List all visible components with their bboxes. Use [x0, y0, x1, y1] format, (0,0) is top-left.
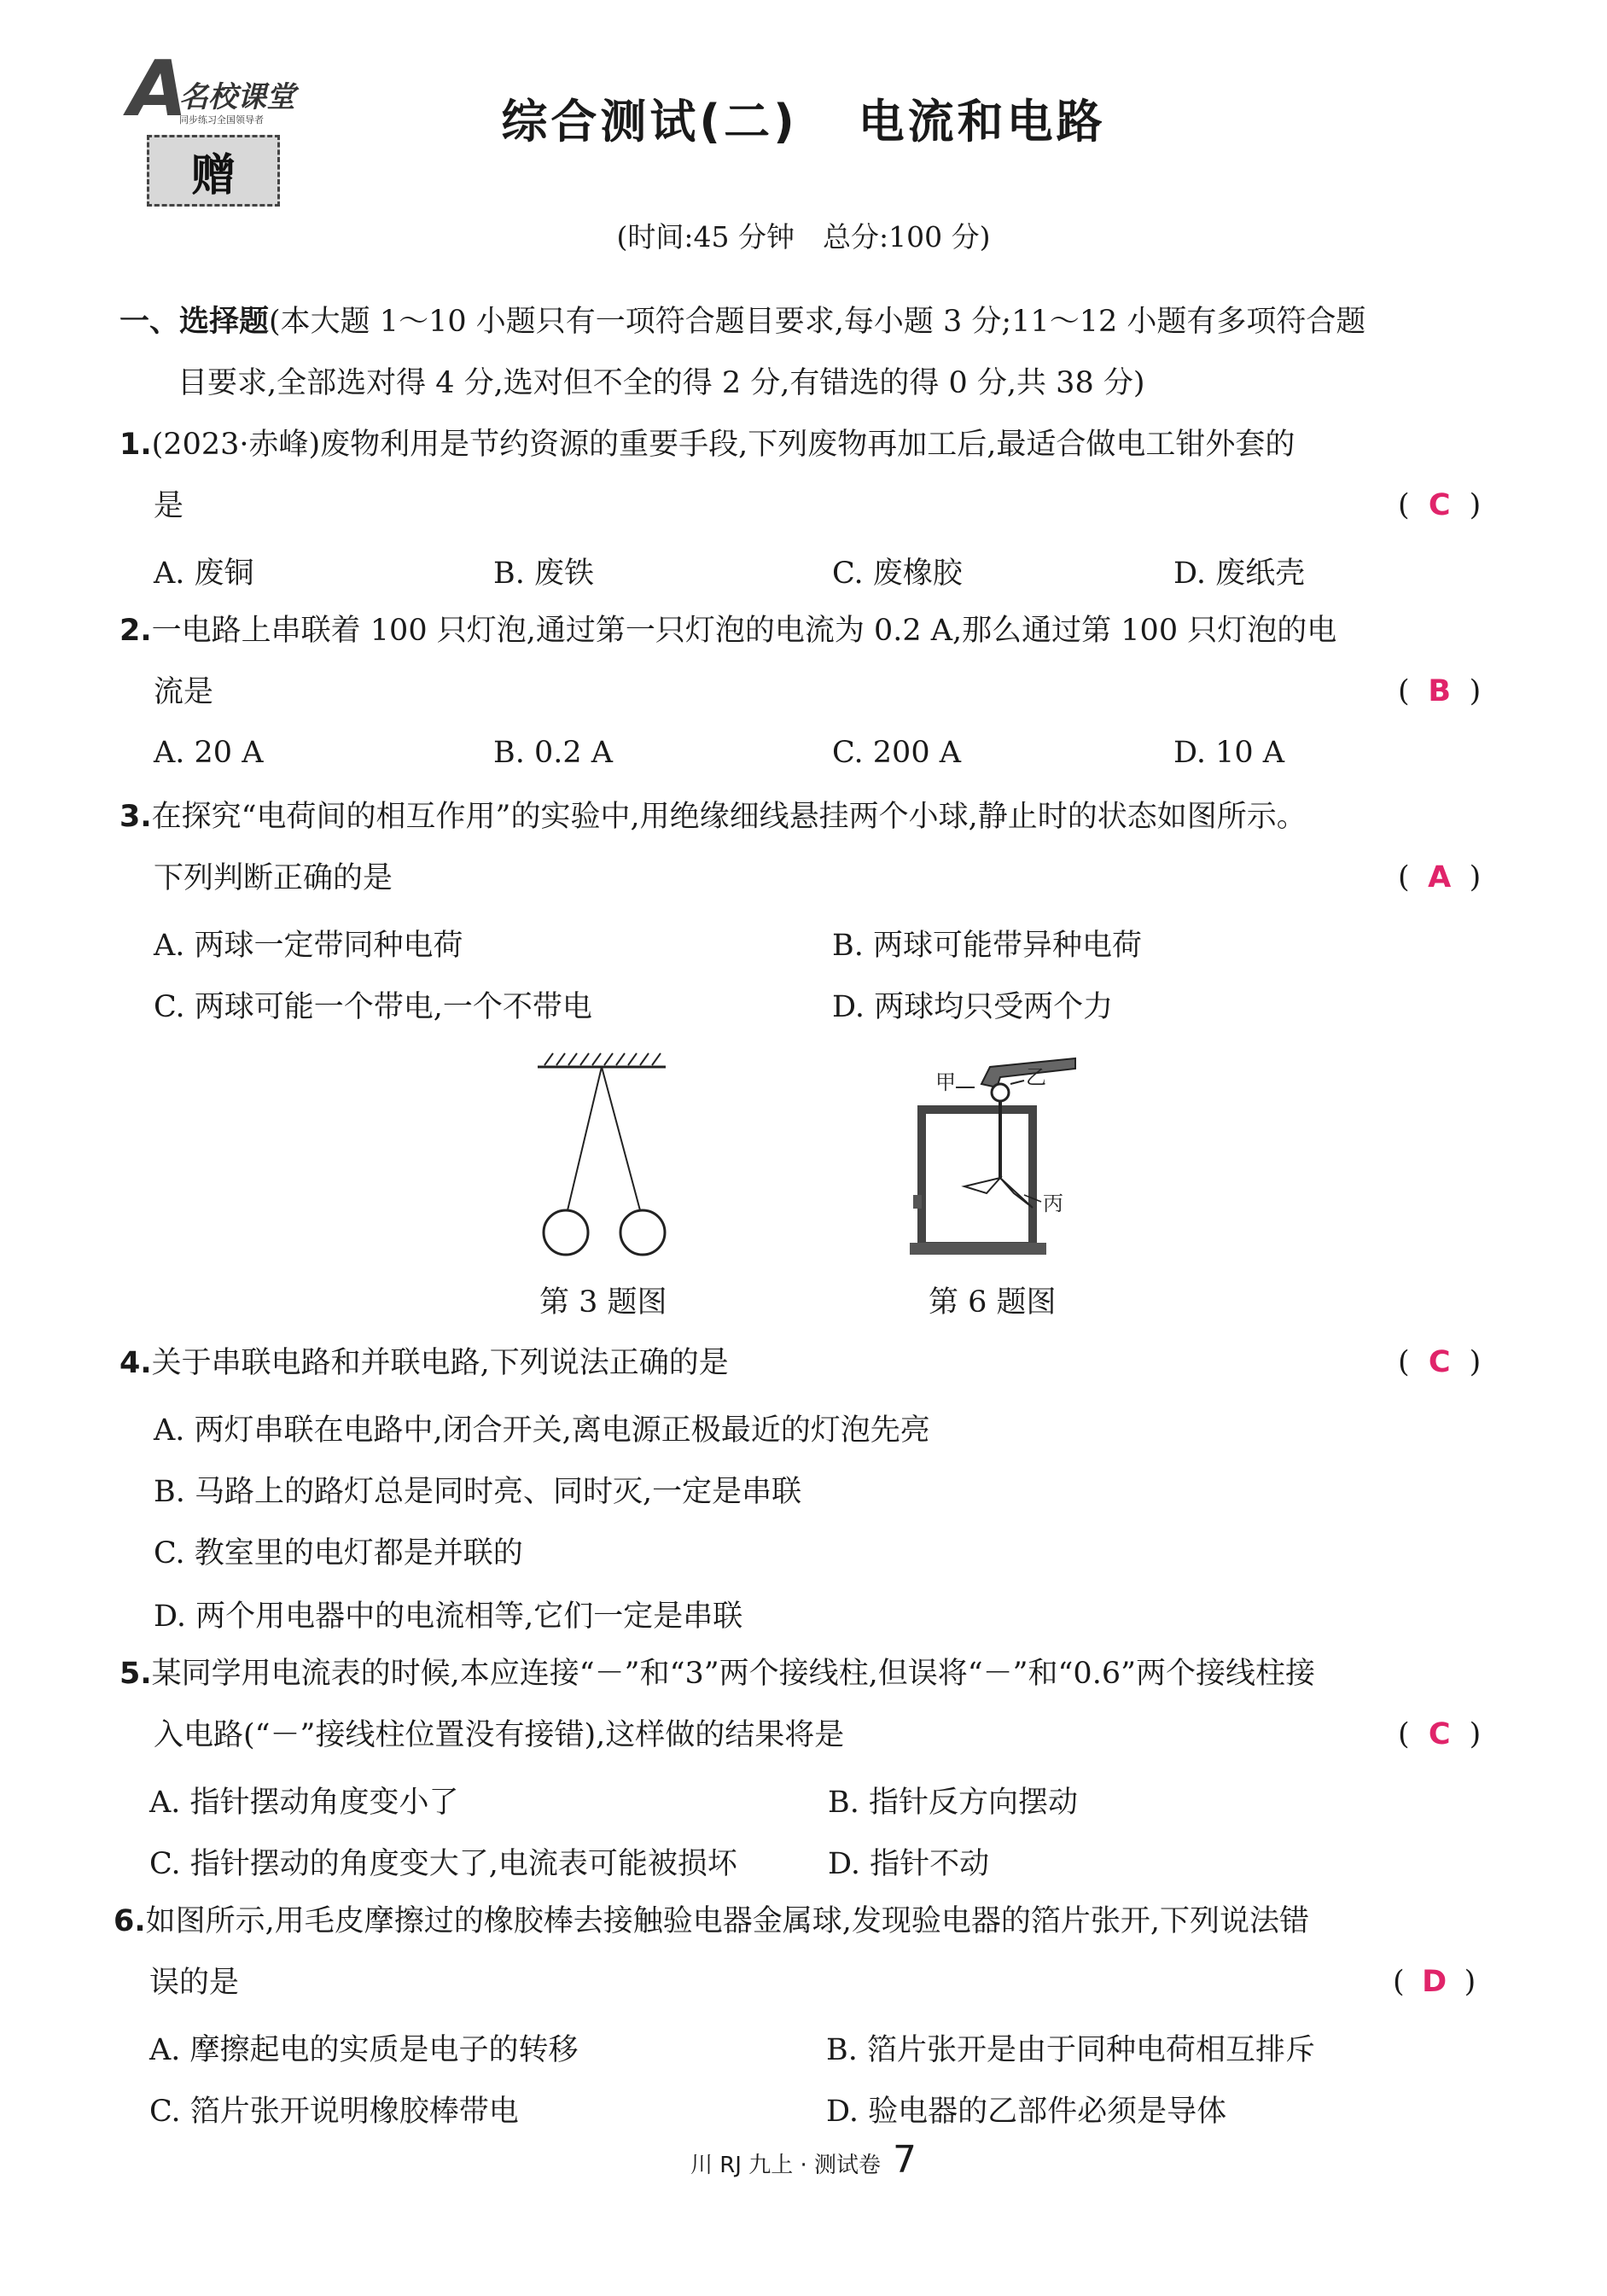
question-number: 1.	[119, 428, 152, 462]
question-text: 如图所示,用毛皮摩擦过的橡胶棒去接触验电器金属球,发现验电器的箔片张开,下列说法错	[145, 1904, 1310, 1938]
option-c: C. 教室里的电灯都是并联的	[154, 1536, 523, 1570]
gift-label: 赠	[190, 149, 236, 201]
figure-3-caption: 第 3 题图	[539, 1285, 667, 1320]
option-b: B. 指针反方向摆动	[828, 1786, 1078, 1820]
option-c: C. 废橡胶	[832, 557, 963, 591]
bracket-open: (	[1393, 1965, 1405, 1999]
bracket-close: )	[1464, 1965, 1476, 1999]
option-b: B. 0.2 A	[493, 736, 614, 770]
bracket-open: (	[1398, 1717, 1410, 1751]
page-title	[0, 85, 1607, 151]
option-c: C. 两球可能一个带电,一个不带电	[154, 990, 592, 1024]
answer-slot	[1398, 674, 1481, 708]
question-2-line2: 流是	[154, 675, 214, 709]
section-desc-line1: (本大题 1～10 小题只有一项符合题目要求,每小题 3 分;11～12 小题有多项符合题	[269, 305, 1366, 339]
question-3	[119, 799, 1307, 835]
option-a: A. 指针摆动角度变小了	[149, 1786, 459, 1820]
answer-letter: C	[1428, 488, 1451, 522]
footer-text: 川 RJ 九上 · 测试卷	[690, 2153, 882, 2178]
question-text: 一电路上串联着 100 只灯泡,通过第一只灯泡的电流为 0.2 A,那么通过第 100 只灯泡的电	[151, 614, 1337, 648]
answer-slot	[1398, 488, 1481, 522]
answer-letter: A	[1428, 860, 1452, 895]
question-1-line2: 是	[154, 489, 184, 523]
question-number: 4.	[119, 1346, 152, 1380]
question-text: 在探究“电荷间的相互作用”的实验中,用绝缘细线悬挂两个小球,静止时的状态如图所示。	[151, 800, 1307, 834]
bracket-open: (	[1398, 488, 1410, 522]
question-number: 3.	[119, 800, 152, 834]
option-a: A. 20 A	[154, 736, 264, 770]
figure-6-caption: 第 6 题图	[929, 1285, 1057, 1320]
title-topic: 电流和电路	[858, 95, 1106, 149]
bracket-close: )	[1469, 1345, 1482, 1379]
foil-left	[964, 1178, 1000, 1193]
exam-meta: (时间:45 分钟 总分:100 分)	[616, 220, 991, 253]
answer-slot	[1393, 1965, 1476, 1999]
question-2	[119, 613, 1336, 649]
bracket-close: )	[1469, 674, 1482, 708]
logo-text: 名校课堂	[179, 80, 295, 114]
bracket-open: (	[1398, 674, 1410, 708]
question-5	[119, 1656, 1315, 1692]
metal-ball	[992, 1084, 1009, 1101]
section-desc-line2: 目要求,全部选对得 4 分,选对但不全的得 2 分,有错选的得 0 分,共 38 分)	[178, 366, 1145, 400]
answer-letter: C	[1428, 1345, 1451, 1379]
question-4	[119, 1345, 729, 1381]
option-a: A. 两灯串联在电路中,闭合开关,离电源正极最近的灯泡先亮	[154, 1413, 930, 1448]
bracket-open: (	[1398, 1345, 1410, 1379]
bracket-close: )	[1469, 488, 1482, 522]
section-title: 一、选择题	[119, 305, 270, 339]
option-a: A. 摩擦起电的实质是电子的转移	[149, 2033, 579, 2067]
ball-left	[544, 1210, 588, 1255]
option-d: D. 验电器的乙部件必须是导体	[826, 2095, 1227, 2129]
option-d: D. 两球均只受两个力	[832, 990, 1114, 1024]
question-text: 关于串联电路和并联电路,下列说法正确的是	[151, 1346, 729, 1380]
question-6	[114, 1903, 1309, 1939]
answer-slot	[1398, 1345, 1481, 1379]
figure-3-diagram	[529, 1043, 683, 1256]
bracket-close: )	[1469, 860, 1482, 895]
logo-letter-a: A	[128, 44, 188, 134]
option-c: C. 200 A	[832, 736, 961, 770]
answer-letter: C	[1428, 1717, 1451, 1751]
answer-slot	[1398, 1717, 1481, 1751]
question-number: 6.	[114, 1904, 146, 1938]
figure-6-diagram	[905, 1050, 1092, 1263]
option-b: B. 马路上的路灯总是同时亮、同时灭,一定是串联	[154, 1475, 802, 1509]
label-jia: 甲	[935, 1070, 956, 1094]
answer-letter: B	[1428, 674, 1451, 708]
page-number: 7	[893, 2138, 917, 2182]
electroscope-base	[910, 1243, 1046, 1255]
question-text: 某同学用电流表的时候,本应连接“－”和“3”两个接线柱,但误将“－”和“0.6”两个接线柱接	[151, 1657, 1315, 1691]
label-bing: 丙	[1043, 1192, 1063, 1215]
logo-subtitle: 同步练习全国领导者	[179, 114, 264, 125]
label-yi: 乙	[1026, 1065, 1046, 1089]
option-d: D. 两个用电器中的电流相等,它们一定是串联	[154, 1600, 743, 1634]
answer-slot	[1398, 860, 1481, 895]
option-b: B. 两球可能带异种电荷	[832, 929, 1142, 963]
question-text: (2023·赤峰)废物利用是节约资源的重要手段,下列废物再加工后,最适合做电工钳外套的	[151, 428, 1295, 462]
question-5-line2: 入电路(“－”接线柱位置没有接错),这样做的结果将是	[154, 1718, 845, 1752]
bracket-close: )	[1469, 1717, 1482, 1751]
option-a: A. 两球一定带同种电荷	[154, 929, 463, 963]
option-a: A. 废铜	[154, 557, 254, 591]
option-d: D. 指针不动	[828, 1847, 990, 1881]
foil-right	[1000, 1178, 1033, 1208]
question-number: 2.	[119, 614, 152, 648]
question-6-line2: 误的是	[149, 1966, 240, 2000]
ball-right	[620, 1210, 665, 1255]
answer-letter: D	[1422, 1965, 1447, 1999]
option-d: D. 废纸壳	[1173, 557, 1306, 591]
question-3-line2: 下列判断正确的是	[154, 861, 393, 895]
title-test-name: 综合测试(二)	[501, 95, 798, 149]
section-heading	[119, 304, 1365, 340]
electroscope-frame	[922, 1110, 1033, 1246]
question-number: 5.	[119, 1657, 152, 1691]
option-c: C. 箔片张开说明橡胶棒带电	[149, 2095, 519, 2129]
option-b: B. 箔片张开是由于同种电荷相互排斥	[826, 2033, 1315, 2067]
question-1	[119, 427, 1295, 463]
bracket-open: (	[1398, 860, 1410, 895]
page-footer	[0, 2138, 1607, 2182]
option-b: B. 废铁	[493, 557, 594, 591]
option-d: D. 10 A	[1173, 736, 1285, 770]
option-c: C. 指针摆动的角度变大了,电流表可能被损坏	[149, 1847, 737, 1881]
